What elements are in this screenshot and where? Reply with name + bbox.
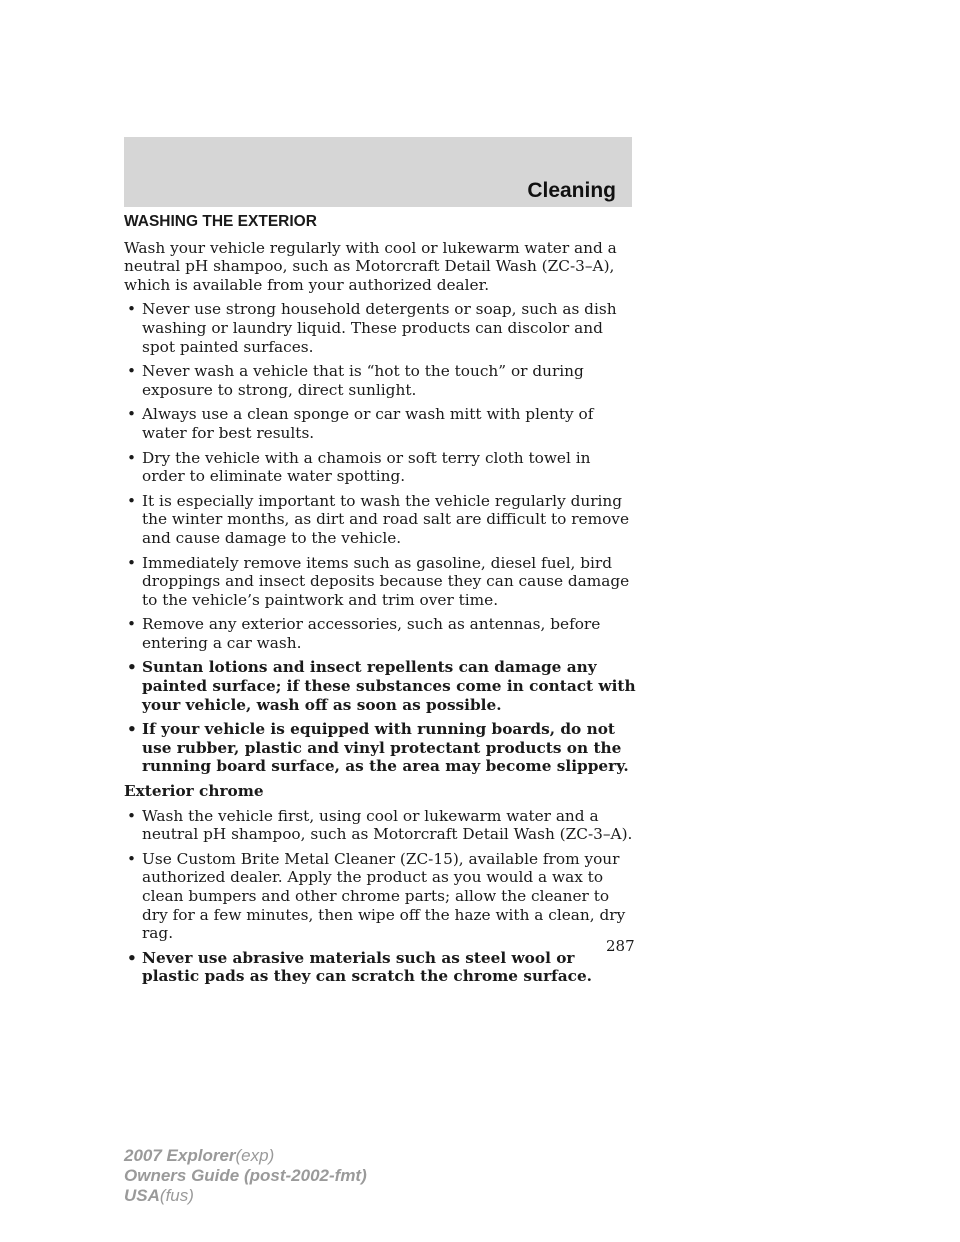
warning-list-item: • Suntan lotions and insect repellents can damage any painted surface; if these substances come in contact with your vehicle, wash off as soon as possible. <box>127 658 636 714</box>
list-item: • Dry the vehicle with a chamois or soft terry cloth towel in order to eliminate water spotting. <box>127 448 591 486</box>
warning-list-item: • Never use abrasive materials such as steel wool or plastic pads as they can scratch the chrome surface. <box>127 948 593 986</box>
bullet-icon: • <box>127 300 137 319</box>
list-item: • Use Custom Brite Metal Cleaner (ZC-15), available from your authorized dealer. Apply the product as you would a wax to clean bumpers and other chrome parts; allow the cleaner to dry for a few minutes, then wipe off the haze with a clean, dry rag. <box>127 849 626 943</box>
bullet-icon: • <box>127 720 137 739</box>
document-footer <box>124 1146 367 1206</box>
page-content <box>124 213 636 992</box>
list-item: • It is especially important to wash the vehicle regularly during the winter months, as dirt and road salt are difficult to remove and cause damage to the vehicle. <box>127 491 630 547</box>
section-title: Cleaning <box>527 179 616 202</box>
bullet-icon: • <box>127 948 137 967</box>
washing-exterior-heading: WASHING THE EXTERIOR <box>124 213 317 230</box>
list-item: • Remove any exterior accessories, such as antennas, before entering a car wash. <box>127 615 601 652</box>
bullet-icon: • <box>127 448 137 467</box>
bullet-icon: • <box>127 806 137 825</box>
list-item: • Never use strong household detergents or soap, such as dish washing or laundry liquid. These products can discolor and spot painted surfaces. <box>127 300 617 356</box>
footer-line-model: 2007 Explorer(exp) <box>124 1146 275 1165</box>
bullet-icon: • <box>127 362 137 381</box>
bullet-icon: • <box>127 615 137 634</box>
bullet-icon: • <box>127 553 137 572</box>
section-header-band <box>124 137 632 207</box>
intro-paragraph: Wash your vehicle regularly with cool or lukewarm water and a neutral pH shampoo, such as Motorcraft Detail Wash (ZC-3–A), which is available from your authorized dealer. <box>124 238 617 294</box>
warning-list-item: • If your vehicle is equipped with running boards, do not use rubber, plastic and vinyl protectant products on the running board surface, as the area may become slippery. <box>127 720 629 776</box>
page-number: 287 <box>606 937 635 955</box>
list-item: • Wash the vehicle first, using cool or lukewarm water and a neutral pH shampoo, such as Motorcraft Detail Wash (ZC-3–A). <box>127 806 633 844</box>
list-item: • Always use a clean sponge or car wash mitt with plenty of water for best results. <box>127 405 594 442</box>
chrome-bullet-list <box>124 807 636 986</box>
bullet-icon: • <box>127 849 137 868</box>
bullet-icon: • <box>127 491 137 510</box>
bullet-icon: • <box>127 658 137 677</box>
bullet-icon: • <box>127 405 137 424</box>
list-item: • Immediately remove items such as gasoline, diesel fuel, bird droppings and insect deposits because they can cause damage to the vehicle’s paintwork and trim over time. <box>127 553 630 609</box>
list-item: • Never wash a vehicle that is “hot to the touch” or during exposure to strong, direct sunlight. <box>127 362 584 399</box>
footer-line-market: USA(fus) <box>124 1186 194 1205</box>
washing-bullet-list <box>124 300 636 776</box>
exterior-chrome-heading: Exterior chrome <box>124 782 264 801</box>
footer-line-guide: Owners Guide (post-2002-fmt) <box>124 1166 367 1185</box>
